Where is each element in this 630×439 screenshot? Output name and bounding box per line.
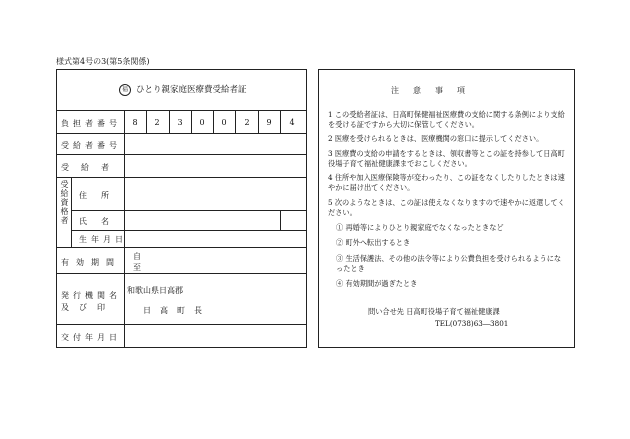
birth-date-label: 生年月日	[79, 235, 127, 244]
burden-number-label: 負担者番号	[61, 119, 121, 128]
qualified-person-label: 受給資格者	[60, 180, 69, 225]
name-label: 氏名	[79, 217, 123, 226]
burden-digit: 8	[132, 118, 138, 127]
notes-title: 注意事項	[391, 86, 479, 95]
burden-digit: 2	[154, 118, 160, 127]
note-sub-item: ④ 有効期間が過ぎたとき	[336, 279, 418, 288]
contact-info: 問い合せ先 日高町役場子育て福祉健康課	[368, 307, 500, 316]
valid-from-label: 自	[133, 252, 141, 261]
notes-card	[318, 69, 575, 348]
recipient-number-label: 受給者番号	[61, 141, 121, 150]
note-item: 5 次のようなときは、この証は使えなくなりますので速やかに返還してください。	[328, 198, 565, 217]
card-title	[119, 83, 247, 96]
contact-tel: TEL(0738)63―3801	[435, 319, 509, 328]
note-sub-item: ② 町外へ転出するとき	[336, 238, 411, 247]
issuer-prefecture: 和歌山県日高郡	[127, 286, 183, 295]
valid-to-label: 至	[133, 263, 141, 272]
burden-digit: 3	[177, 118, 183, 127]
burden-digit: 4	[289, 118, 295, 127]
address-label: 住所	[79, 191, 123, 200]
note-item: 4 住所や加入医療保険等が変わったり、この証をなくしたりしたときは速やかに届け出てください。	[328, 173, 565, 192]
note-item: 1 この受給者証は、日高町保健福祉医療費の支給に関する条例により支給を受ける証ですから大切に保管してください。	[328, 110, 565, 129]
card-title-text: ひとり親家庭医療費受給者証	[136, 85, 247, 95]
note-sub-item: ③ 生活保護法、その他の法令等により公費負担を受けられるようになったとき	[336, 254, 562, 273]
burden-digit: 2	[244, 118, 250, 127]
issuer-seal-label: 及び印	[61, 303, 115, 312]
valid-period-label: 有効期間	[61, 258, 121, 267]
burden-digit: 0	[221, 118, 227, 127]
form-number: 様式第4号の3(第5条関係)	[56, 57, 150, 66]
issuer-label: 発行機関名	[61, 291, 121, 300]
issue-date-label: 交付年月日	[61, 333, 121, 342]
burden-digit: 9	[266, 118, 272, 127]
note-item: 3 医療費の支給の申請をするときは、領収書等とこの証を持参して日高町役場子育て福祉健康課までおこしください。	[328, 149, 565, 168]
note-item: 2 医療を受けられるときは、医療機関の窓口に提示してください。	[328, 134, 544, 143]
recipient-label: 受給者	[61, 163, 121, 172]
certificate-card	[56, 69, 307, 348]
welfare-seal-icon: 福	[119, 84, 131, 96]
note-sub-item: ① 再婚等によりひとり親家庭でなくなったときなど	[336, 223, 504, 232]
issuer-mayor: 日高町長	[143, 306, 211, 315]
burden-digit: 0	[199, 118, 205, 127]
